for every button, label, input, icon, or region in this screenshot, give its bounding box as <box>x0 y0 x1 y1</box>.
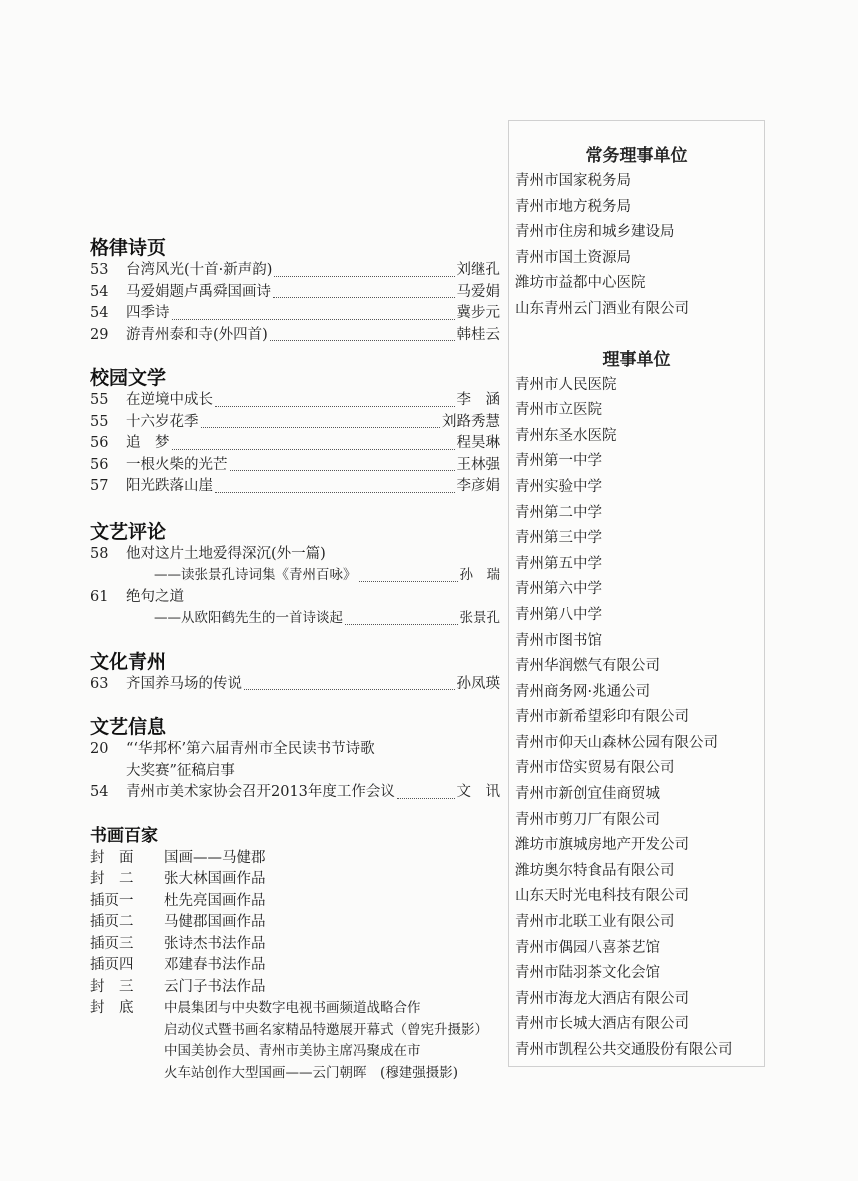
member-unit: 山东青州云门酒业有限公司 <box>515 300 689 317</box>
member-unit: 青州市立医院 <box>515 402 602 419</box>
council-members-list <box>509 373 764 1064</box>
art-item <box>90 955 500 977</box>
entry-title: 他对这片土地爱得深沉(外一篇) <box>126 545 326 562</box>
entry-subtitle: ——从欧阳鹤先生的一首诗谈起 <box>154 610 343 626</box>
entry-author: 马爱娟 <box>456 283 500 300</box>
art-item <box>90 998 500 1020</box>
art-text: 张大林国画作品 <box>164 871 266 887</box>
entry-subtitle: ——读张景孔诗词集《青州百咏》 <box>154 567 357 583</box>
entry-title: 齐国养马场的传说 <box>126 675 242 692</box>
art-item <box>90 912 500 934</box>
toc-entry[interactable] <box>90 412 500 434</box>
entry-author: 文 讯 <box>456 784 500 800</box>
member-unit: 青州实验中学 <box>515 478 602 495</box>
art-text: 邓建春书法作品 <box>164 957 266 973</box>
page-number: 57 <box>90 478 109 494</box>
art-label: 封 底 <box>90 1000 134 1016</box>
toc-entry[interactable] <box>90 303 500 325</box>
toc-entry-subtitle[interactable] <box>90 565 500 587</box>
art-label: 插页一 <box>90 892 134 909</box>
leader-dots <box>274 275 454 277</box>
member-unit: 青州东圣水医院 <box>515 427 617 444</box>
art-item <box>90 848 500 870</box>
member-unit: 青州市剪刀厂有限公司 <box>515 811 660 828</box>
leader-dots <box>359 580 458 582</box>
member-unit: 青州市仰天山森林公园有限公司 <box>515 734 718 751</box>
entry-title: 台湾风光(十首·新声韵) <box>126 262 273 278</box>
section-title: 文艺评论 <box>90 520 167 543</box>
entry-title: 马爱娟题卢禹舜国画诗 <box>126 283 271 300</box>
standing-members-list <box>509 169 764 323</box>
toc-entry[interactable] <box>90 782 500 804</box>
page-number: 63 <box>90 675 109 692</box>
leader-dots <box>215 405 455 407</box>
leader-dots <box>244 688 455 690</box>
toc-section <box>90 650 500 696</box>
entry-author: 孙凤瑛 <box>456 675 500 692</box>
member-unit: 青州市新创宜佳商贸城 <box>515 786 660 803</box>
art-text-line: 中国美协会员、青州市美协主席冯聚成在市 <box>164 1043 421 1059</box>
entry-title: 阳光跌落山崖 <box>126 478 213 494</box>
art-text: 杜先亮国画作品 <box>164 892 266 909</box>
leader-dots <box>215 491 455 493</box>
section-title: 书画百家 <box>90 825 158 846</box>
entry-author: 李 涵 <box>456 392 500 408</box>
entry-title: 十六岁花季 <box>126 413 199 430</box>
page-number: 54 <box>90 283 109 300</box>
entry-title: 一根火柴的光芒 <box>126 456 228 473</box>
page-number: 61 <box>90 588 109 605</box>
member-unit: 青州市新希望彩印有限公司 <box>515 709 689 726</box>
art-text: 马健郡国画作品 <box>164 914 266 930</box>
page-number: 56 <box>90 456 109 473</box>
art-item-line <box>90 1020 500 1042</box>
entry-title: 四季诗 <box>126 305 170 321</box>
member-unit: 潍坊市益都中心医院 <box>515 275 646 292</box>
member-unit: 青州市地方税务局 <box>515 198 631 215</box>
section-title: 格律诗页 <box>90 237 167 259</box>
entry-author: 李彦娟 <box>456 478 500 494</box>
member-unit: 青州第八中学 <box>515 606 602 623</box>
page-number: 20 <box>90 741 109 757</box>
entry-continuation: 大奖赛”征稿启事 <box>126 762 235 779</box>
art-text-line: 火车站创作大型国画——云门朝晖 (穆建强摄影) <box>164 1064 459 1081</box>
page-number: 55 <box>90 392 109 408</box>
member-unit: 青州市人民医院 <box>515 376 617 393</box>
leader-dots <box>230 469 455 471</box>
page-number: 56 <box>90 435 109 451</box>
toc-entry[interactable] <box>90 739 500 761</box>
art-label: 插页四 <box>90 957 134 973</box>
member-unit: 青州市陆羽茶文化会馆 <box>515 965 660 982</box>
entry-title: 绝句之道 <box>126 588 184 605</box>
art-text: 国画——马健郡 <box>164 849 266 866</box>
member-unit: 青州华润燃气有限公司 <box>515 658 660 675</box>
art-label: 插页三 <box>90 935 134 952</box>
council-members-title: 理事单位 <box>602 349 671 370</box>
toc-entry[interactable] <box>90 433 500 455</box>
toc-section <box>90 366 500 498</box>
section-title: 文艺信息 <box>90 716 167 738</box>
page-number: 53 <box>90 262 109 278</box>
member-unit: 青州第五中学 <box>515 555 602 572</box>
art-item <box>90 977 500 999</box>
art-item <box>90 934 500 956</box>
member-unit: 青州市国土资源局 <box>515 249 631 266</box>
art-label: 封 面 <box>90 849 134 866</box>
page-number: 54 <box>90 305 109 321</box>
toc-entry[interactable] <box>90 260 500 282</box>
section-title: 文化青州 <box>90 650 167 673</box>
member-unit: 青州市海龙大酒店有限公司 <box>515 990 689 1007</box>
member-unit: 青州市偶园八喜茶艺馆 <box>515 939 660 956</box>
entry-title: 在逆境中成长 <box>126 392 213 408</box>
entry-author: 孙 瑞 <box>459 567 500 583</box>
page-number: 54 <box>90 784 109 800</box>
toc-entry[interactable] <box>90 587 500 609</box>
art-label: 插页二 <box>90 914 134 930</box>
toc-entry[interactable] <box>90 476 500 498</box>
leader-dots <box>270 339 455 341</box>
toc-section <box>90 715 500 804</box>
standing-members-title: 常务理事单位 <box>585 146 688 166</box>
member-unit: 青州第一中学 <box>515 453 602 470</box>
entry-author: 王林强 <box>456 456 500 473</box>
toc-entry[interactable] <box>90 455 500 477</box>
toc-entry[interactable] <box>90 282 500 304</box>
toc-entry-subtitle[interactable] <box>90 608 500 630</box>
entry-author: 刘路秀慧 <box>442 413 500 430</box>
member-unit: 青州第三中学 <box>515 530 602 547</box>
member-unit: 青州市国家税务局 <box>515 173 631 189</box>
entry-title: 追 梦 <box>126 435 170 451</box>
leader-dots <box>201 426 441 428</box>
toc-entry[interactable] <box>90 674 500 696</box>
toc-entry-continuation[interactable] <box>90 761 500 783</box>
table-of-contents <box>90 236 500 1084</box>
member-unit: 青州第二中学 <box>515 504 602 521</box>
art-item-line <box>90 1041 500 1063</box>
member-units-panel <box>508 120 765 1067</box>
toc-section <box>90 236 500 346</box>
member-unit: 青州市岱实贸易有限公司 <box>515 760 675 777</box>
entry-author: 刘继孔 <box>456 262 500 278</box>
member-unit: 山东天时光电科技有限公司 <box>515 888 689 905</box>
member-unit: 潍坊奥尔特食品有限公司 <box>515 862 675 879</box>
member-unit: 青州商务网·兆通公司 <box>515 683 651 700</box>
art-text: 中晨集团与中央数字电视书画频道战略合作 <box>164 1000 421 1016</box>
member-unit: 青州市住房和城乡建设局 <box>515 224 675 241</box>
toc-entry[interactable] <box>90 544 500 566</box>
entry-author: 韩桂云 <box>456 326 500 343</box>
art-label: 封 三 <box>90 978 134 995</box>
entry-title: 青州市美术家协会召开2013年度工作会议 <box>126 784 395 800</box>
art-item <box>90 891 500 913</box>
member-unit: 青州市长城大酒店有限公司 <box>515 1016 689 1033</box>
art-item <box>90 869 500 891</box>
page-number: 29 <box>90 326 109 343</box>
entry-author: 张景孔 <box>459 610 500 626</box>
toc-entry[interactable] <box>90 325 500 347</box>
member-unit: 青州市图书馆 <box>515 632 602 649</box>
leader-dots <box>172 448 455 450</box>
art-label: 封 二 <box>90 871 134 887</box>
page-number: 58 <box>90 545 109 562</box>
member-unit: 青州第六中学 <box>515 581 602 598</box>
leader-dots <box>345 623 458 625</box>
member-unit: 青州市北联工业有限公司 <box>515 914 675 931</box>
member-unit: 青州市凯程公共交通股份有限公司 <box>515 1042 733 1058</box>
entry-author: 冀步元 <box>456 305 500 321</box>
entry-author: 程昊琳 <box>456 435 500 451</box>
toc-entry[interactable] <box>90 390 500 412</box>
toc-section <box>90 520 500 630</box>
leader-dots <box>273 296 455 298</box>
art-text-line: 启动仪式暨书画名家精品特邀展开幕式（曾宪升摄影） <box>164 1021 488 1038</box>
page-number: 55 <box>90 413 109 430</box>
entry-title: “‘华邦杯’第六届青州市全民读书节诗歌 <box>126 741 375 757</box>
leader-dots <box>172 318 455 320</box>
leader-dots <box>397 797 455 799</box>
art-text: 张诗杰书法作品 <box>164 935 266 952</box>
member-unit: 潍坊市旗城房地产开发公司 <box>515 837 689 854</box>
art-item-line <box>90 1063 500 1085</box>
entry-title: 游青州泰和寺(外四首) <box>126 326 268 343</box>
art-text: 云门子书法作品 <box>164 978 266 995</box>
art-section <box>90 824 500 1085</box>
section-title: 校园文学 <box>90 367 167 389</box>
